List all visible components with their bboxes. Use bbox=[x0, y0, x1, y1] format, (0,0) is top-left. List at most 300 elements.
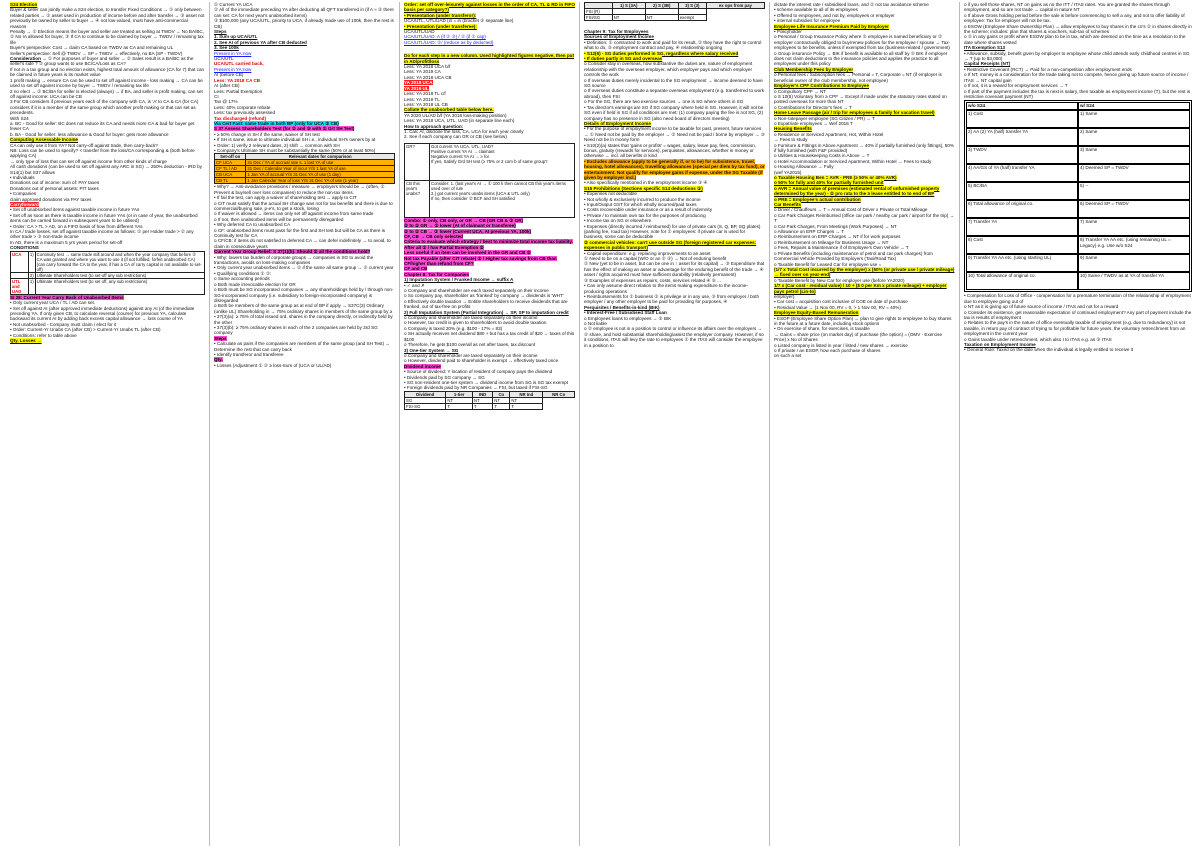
paragraph bbox=[404, 239, 575, 250]
paragraph: • ✓ and ✗ bbox=[404, 282, 425, 288]
paragraph: 3 For CB considers if previous years each of the company with CA, is ‘A’ to CA & CA (for CA) considers if it is a member of the same group which another profit making or that can set as precedents. bbox=[10, 99, 199, 116]
paragraph: • Offered to employees, and not by, employees or employer bbox=[774, 12, 895, 18]
paragraph: o Employees loans to employees → ⑤ BIK bbox=[584, 315, 672, 321]
paragraph: UCA/UTL carried back, bbox=[214, 61, 264, 67]
paragraph: o If part of the payment includes the tax is next is salary, then taxable as employment income (T), but the rest is restrictive covenant payment (NT) bbox=[964, 88, 1191, 99]
text: (1/7 x Total Cost incurred by the employer) x (50% (or private use / private mileage) → fixed over on year-end) bbox=[774, 266, 955, 278]
table-header: Set-off on bbox=[215, 154, 246, 160]
paragraph: • Source of dividend: Y location of resident of company pays the dividend bbox=[404, 369, 553, 375]
grid-cell: 2) Same bbox=[1078, 128, 1190, 146]
grid-cell: 4) Deemed SP = TWDV bbox=[1078, 164, 1190, 182]
column-1 bbox=[6, 2, 210, 846]
paragraph: If not in a tax group and no election exists, highest total amount of allowance (CA for 7) that can be claimed in future years is its market value bbox=[10, 66, 205, 78]
paragraph: • ESOP (Employee Share Option Plan) → plan to give rights to employee to buy shares in the future at a future date, including stock options bbox=[774, 315, 952, 326]
paragraph: a. BC - Good for seller: BC does not reduce its CA and needs more CA & bad for buyer get fewer CA bbox=[10, 120, 195, 132]
paragraph: Buyer & seller can jointly make a S24 election, to transfer Fixed Conditions → ① only between related parties → ② asset used in production of income before and after transfer → ③ asset not previously be owned by seller to buyer → ④ not low-valued, must have anti-commercial reasons bbox=[10, 7, 205, 29]
paragraph: Less: YA 2019 TL bbox=[404, 96, 440, 102]
paragraph: o Both be members of the same group as at end of BP if apply → S37C(3) Ordinary (unlike UL) Shareholding in → 75% ordinary shares in members of the same group by ≥ bbox=[214, 303, 393, 314]
paragraph: • Set off as soon as there is taxable income in future YAs (or in case of year, the unabsorbed items can be carried forward in subsequent years to be utilised) bbox=[10, 212, 198, 224]
section-title: S24 Election bbox=[10, 2, 38, 7]
paragraph: • Capital expenditure: e.g. replacing improvements to an asset bbox=[584, 250, 711, 256]
grid-header: w/o S24 bbox=[966, 102, 1078, 110]
paragraph: Tax @ 17% bbox=[214, 99, 238, 105]
paragraph: Less: 40% corporate rebate bbox=[214, 104, 271, 110]
section-title: Employee Equity-Based Remuneration bbox=[774, 310, 859, 316]
label: Consideration bbox=[10, 56, 41, 62]
paragraph: YA 2020 UL/AD b/f (YA 2018 loss-making position) bbox=[404, 112, 507, 118]
paragraph: Tax discharged (refund) bbox=[214, 115, 266, 121]
paragraph: o Contributions for Director's fees → T bbox=[774, 104, 852, 110]
paragraph: NB: Loss can be used to specify? < transfer from the loss/CA corresponding & (both before applying CA) bbox=[10, 147, 195, 159]
paragraph bbox=[774, 267, 955, 278]
paragraph bbox=[10, 56, 205, 67]
paragraph: • Not unabsorbed - Company must claim / elect for it bbox=[10, 321, 117, 327]
text: • Presentation (under transferee): bbox=[404, 23, 477, 29]
paragraph: ▪ 37(3)(a): ≥ 75% of total issued ord. shares in the company directly, or indirectly held by the other bbox=[214, 314, 393, 325]
paragraph: • Restrictive Covenant (RCT) → Paid for a non-competition after employment ends bbox=[964, 66, 1132, 72]
paragraph: • For the purpose of employment income to be taxable for past, present, future services → ① Need not be paid by the employer → ② Need not be paid / borne by employer → ③ Need not be in money form bbox=[584, 126, 765, 143]
paragraph: o If above Gross holding period before the sale is before commencing to sell a any, and not to offer liability of employee: Tax for employer will not be tax. bbox=[964, 12, 1185, 24]
paragraph: o If private / an ESOP, how each purchase of shares bbox=[774, 348, 881, 353]
paragraph: o Personal fees / Subscription fees → Personal = T, Corporate = NT (if employer is beneficial owner of the club membership, not employee) bbox=[774, 72, 942, 83]
table-cell: GR? bbox=[405, 143, 430, 180]
paragraph: • Policyholder bbox=[774, 29, 802, 35]
grid-cell: 6) Deemed SP = TWDV bbox=[1078, 200, 1190, 218]
table-cell: Ultimate Shareholders test (to set-off any sub restrictions) bbox=[35, 272, 204, 278]
table-row bbox=[405, 403, 575, 409]
paragraph: o ESOW (Employee Share Ownership Plan) → allow employees to buy shares in the co's ② in shares directly in the scheme; includes: plan that shares & vouchers, sub-tax of schemes bbox=[964, 23, 1192, 35]
text: • S12(6) - SG duties performed in SG, regardless where salary received bbox=[584, 50, 739, 56]
paragraph: How to approach question: bbox=[404, 123, 464, 129]
table-row bbox=[11, 278, 205, 294]
paragraph: 2) Full Imputation System (Partial Integration) → SP, SP to imputation credit bbox=[404, 309, 569, 315]
text: YA 2018 UCA bbox=[404, 80, 433, 86]
paragraph: • Definition: ① contracted to work and paid for its result, ② they have the right to control what to do, ③ employment contract and pay, ④ relationship ongoing bbox=[584, 39, 762, 51]
paragraph: • Set off against AI (after approved immediate deductions) against any AI (of the immediate preceding YA. If only given CB, to calculate reversal (course) for previous YA, calculate backward its current AI by adding back excess capital allowance → loss course of YA bbox=[10, 305, 195, 322]
paragraph: • Allowance, subsidy, benefit given by employer to employee whose child attends early childhood centres in SG → T (up to $3,000) bbox=[964, 50, 1190, 62]
paragraph: • Individuals bbox=[10, 175, 35, 180]
table-cell: Got current YA UCA, UTL, UAD? Positive current YA AI → claimant Negative current YA AI → ≥ for If yes, Satisfy Grd SH test (≥ 75% or 2 com b of same group? bbox=[430, 143, 575, 180]
grid-cell: 3) TWDV bbox=[966, 146, 1078, 164]
paragraph: o Relates to the pay's in the nature of office eventually taxable of employment (e.g. due to redundancy) is not taxable, in return pay of contract of trying to for profitable for future years, the voluntary retrenchment from an employment in the current year bbox=[964, 320, 1186, 337]
text: CF and CB bbox=[404, 266, 428, 272]
text: CF, CB → CB only selected bbox=[404, 233, 463, 239]
paragraph: o Company is taxed 20% (e.g. $100 - 17% = 83) bbox=[404, 325, 503, 331]
paragraph: Less: YA 2018 UCA, UTL, UAD (in separate line each) bbox=[404, 118, 515, 124]
paragraph: UCA/UTL/UAD bbox=[404, 29, 435, 35]
text: → ① For purposes of buyer and seller → ② Sales result is a BA/BC as the seller's side ? ② group wants to use BC/CA/Loss as CA? bbox=[10, 56, 194, 67]
paragraph: • Dividends paid by SG company → SG bbox=[404, 374, 485, 380]
section-title: SI 28: Current Year Carry Back of Unabsorbed Items bbox=[10, 294, 124, 300]
paragraph: Less: YA 2019 CA bbox=[404, 69, 441, 75]
section-title: Qty. Losses → bbox=[10, 337, 42, 343]
paragraph bbox=[774, 186, 955, 197]
grid-cell: 3) Same bbox=[1078, 146, 1190, 164]
section-title: Do for each step in a new column. Used highlighted figures negative, then put in AD/profit/loss bbox=[404, 53, 574, 64]
paragraph: o Both made irrevocable election for GR bbox=[214, 281, 296, 287]
section-title: Taxation on Employment Income bbox=[964, 341, 1036, 347]
paragraph: 1 profit making → ensure CA can be used to set off against income - loss making → CA can be used to set off against income by buyer → TWDV / remaining tax life bbox=[10, 77, 203, 89]
section-title: Chapter 8: Tax for Companies bbox=[404, 271, 470, 277]
paragraph: → Fees to study bbox=[774, 137, 808, 143]
paragraph: o Effectively double taxation → Entitle shareholders to receive dividends that are franked, out of tax-free on profits bbox=[404, 298, 568, 310]
paragraph: • Why? → Anti-avoidance provisions / measure → employers should be → (often, ② Prevent & buy/sell over loss companies) to reduce the non-tax items. bbox=[214, 184, 385, 195]
paragraph: o Therefore, he gets $100 overall as net after taxes, tax discount bbox=[404, 342, 536, 348]
s24-comparison-box bbox=[964, 100, 1192, 292]
grid-cell: 8) Cost bbox=[966, 236, 1078, 254]
table-cell: 1 Jan Calendar Year of loss Y/S 31 Dec YA of use (1 year) bbox=[246, 178, 395, 184]
paragraph: o ② employee is not in a position to control or influence its affairs over the employers → ② share, and hold substantial shareholding/assist the employer company. However, if so it conditions, ITAS will levy the rate to employees ① the ITAS will consider the employee in a position to bbox=[584, 326, 764, 348]
paragraph: o CIT must satisfy that the actual SH change was not for tax benefits and there is due to commercial/buying sale, p-e's, to get a stock, losing bbox=[214, 200, 393, 211]
paragraph: o Driver / Chauffeurs → T = Annual Cost of Driver x Private or Total Mileage bbox=[774, 207, 928, 213]
conditions-table bbox=[10, 251, 205, 295]
table-cell: NT bbox=[510, 397, 543, 403]
paragraph: Donations out of personal assets: PIT taxes bbox=[10, 185, 99, 191]
table-cell: exempt bbox=[678, 15, 706, 21]
paragraph: 2 no elect → ② BC/BA for seller is elected (always) → if BA, and seller is profit making, can set off against income: UCA can be CB bbox=[10, 88, 203, 99]
paragraph: • Income tax on SG or elsewhere bbox=[584, 218, 652, 224]
section-title: Car Benefits bbox=[774, 202, 802, 208]
paragraph: o SH actually receives net dividend $80 + but has a tax credit of $20 → taxes of this $100 bbox=[404, 331, 575, 342]
paragraph: Less: YA 2018 UCA b/f bbox=[404, 64, 451, 70]
section-title: S15 Prohibitions (Sections specific S14 deductions ②) bbox=[584, 185, 703, 191]
paragraph: • If fail the test, can apply a waiver of shareholding test → apply to CIT bbox=[214, 195, 357, 201]
table-cell: CB UCA bbox=[215, 172, 246, 178]
grid-cell: 4) AA/GS of YA (half) transfer YA bbox=[966, 164, 1078, 182]
paragraph: o Expatriate employees → Wef 2018 T bbox=[774, 120, 853, 126]
paragraph: • Losses (Adjustment ① ② ≥ loss-Sum of (UCA or UL/AD) bbox=[214, 362, 332, 368]
paragraph: • Order: CA > TL > AD, on a FIFO basis of how from different YAs bbox=[10, 223, 143, 229]
paragraph: ▪ Car cost = acquisition cost inclusive of COE on date of purchase bbox=[774, 299, 908, 305]
paragraph: o if you sell those shares, NT on gains as no the ITT / ITAS rates. You are granted the shares through employment, and so are not trade → capital in nature NT bbox=[964, 2, 1170, 13]
table-cell: NT bbox=[446, 397, 472, 403]
table-row bbox=[585, 15, 765, 21]
paragraph: • ≥ 50% change in SH if the same, waiver of SH test bbox=[214, 131, 320, 137]
table-cell: 31 Dec / YA of accrual rate s. 1 last YA of use bbox=[246, 160, 395, 166]
grid-cell: 6) Total allowance of original co. bbox=[966, 200, 1078, 218]
section-title: Sources of Employment Income bbox=[584, 34, 654, 40]
paragraph: o Car Park Charges, From Meetings (Work Purposes) → NT bbox=[774, 223, 897, 229]
paragraph: • General Rule: Taxed on the date when the individual is legally entitled to receive it bbox=[964, 347, 1134, 353]
table-cell: Continuity test → same trade still around and when the year company that before ② CA was granted and where you want to use it (if not fulfilled, forfeit unabsorbed CA) (can carry forward the CA to the year, if has a CA of carry capital is not available to set-off) bbox=[35, 251, 204, 272]
text: • If duties partly in SG and overseas bbox=[584, 56, 663, 62]
paragraph: CI bbox=[214, 93, 219, 99]
relevant-dates-table bbox=[214, 153, 395, 184]
table-header: Co bbox=[493, 391, 510, 397]
paragraph: 1) Imputation System / Franked Income → suffix A bbox=[404, 277, 514, 283]
paragraph: (wef YA2015) bbox=[774, 169, 802, 175]
table-cell: CF TL / AD bbox=[215, 166, 246, 172]
paragraph: o If overseas duties constitute a separate overseas employment (e.g. transferred to work abroad), then FSI bbox=[584, 88, 765, 99]
paragraph: o Group insurance Policy → BIK if benefit is available to all staff by ② BIK if employer does not claim deductions to the insurance policies and applies the practice to all employees under this policy bbox=[774, 50, 948, 67]
text: Criteria to evaluate which strategy / best to minimize total income tax liability. After all ② / has Partial Exemption ② bbox=[404, 239, 573, 250]
table-row bbox=[11, 251, 205, 272]
table-cell: CB TL bbox=[215, 178, 246, 184]
table-cell: NT bbox=[612, 15, 645, 21]
table-cell: NT bbox=[645, 15, 678, 21]
section-title: Employer's CPF Contributions to Employee bbox=[774, 83, 870, 89]
paragraph: Less: YA 2018 UCA CB bbox=[404, 74, 452, 80]
paragraph bbox=[404, 2, 575, 13]
paragraph: o Company and shareholder are taxed separately on their income bbox=[404, 315, 538, 321]
text: ② to ② CB → ② lower (Current UCA, AI previous YA, 100k) bbox=[404, 228, 532, 234]
table-header: IND bbox=[472, 391, 492, 397]
paragraph: • Order: Current-Yr Unabs CA (after CB) > Current-Yr Unabs TL (after CB) bbox=[10, 327, 161, 333]
paragraph: 2. See AI of previous YA after CB deducted bbox=[214, 39, 307, 45]
paragraph: Less: tax previously assessed bbox=[214, 110, 276, 116]
paragraph bbox=[584, 240, 765, 251]
table-cell: NT bbox=[493, 397, 510, 403]
section-title: Chapter 9: Tax for Employees bbox=[584, 29, 649, 34]
table-cell: 1 Jan YA of accrual Y/S 31 Dec YA of use (1 day) bbox=[246, 172, 395, 178]
grid-cell: 1) Same bbox=[1078, 110, 1190, 128]
paragraph: • Qualifying conditions ① ②: bbox=[214, 270, 272, 276]
paragraph: 3) One-tier System → SG bbox=[404, 347, 459, 353]
grid-cell: 9) Same bbox=[1078, 254, 1190, 272]
paragraph: All cash donations (can be used to set off against any ARC in SG) → 250% deduction - IRD by S14(1) but S37 allows bbox=[10, 164, 202, 175]
fsi-table bbox=[584, 2, 765, 21]
paragraph: o Private Benefits (including maintenance of petrol and car park charges) from Commercial Vehicle Provided by Employers (Taxi/Road Tax) bbox=[774, 250, 933, 262]
paragraph: o So company pay, shareholder as 'franked' by company → dividends is 'WHT' bbox=[404, 293, 564, 299]
table-cell: 2) bbox=[29, 272, 34, 278]
section-title: Collate the unabsorbed table below here. bbox=[404, 107, 494, 113]
paragraph: • If SH is same, issue to ultimate individual SH i.e., individual SH's owners by at bbox=[214, 137, 376, 143]
paragraph: • Also specifically mentioned in the employment income ③ ④ bbox=[584, 180, 708, 186]
section-title: Current Year Group Relief: S 37(1)(b). Should ② all the conditions hold? bbox=[214, 249, 371, 255]
paragraph: o ② in any gains or profit where ESOW plan to be in tax, which are deemed on the time as a resolution to the date where shares vested bbox=[964, 34, 1186, 45]
paragraph: 3. See 100k bbox=[214, 45, 239, 51]
paragraph: UCA/UTL bbox=[214, 56, 234, 62]
table-header: 1) S (3A) bbox=[612, 3, 645, 9]
table-header: 2) S (3B) bbox=[645, 3, 678, 9]
paragraph: • Only current year UCA / TL / AD can set. bbox=[10, 300, 96, 306]
paragraph: • Compensation for Loss of Office - compensation for a premature termination of the relationship of employment due to employee going out of bbox=[964, 293, 1191, 304]
paragraph: • Company's Ultimate SH must be substantially the same (50% or at least 50%) bbox=[214, 147, 376, 153]
grid-cell: 7) Same bbox=[1078, 218, 1190, 236]
paragraph: o Non-ratepayer employee (SG Citizen / PR) → T bbox=[774, 115, 875, 121]
paragraph: o Not liable bbox=[584, 320, 607, 326]
paragraph: ② New (yet to be in asset, but can be one in ↑ asset for its capital) → ③ Expenditure that has the effect of making an asset or advantage for the enduring benefit of the trade → ④ asset / rights acquired must have sufficient durability (relatively permanent) bbox=[584, 261, 765, 278]
section-title: Housing Benefits bbox=[774, 126, 812, 132]
paragraph: dictate the interest rate / subsidised loans, and ② not tax avoidance scheme bbox=[774, 2, 929, 7]
paragraph: o Residence or Serviced Apartment, Hot, Within Hotel bbox=[774, 131, 884, 137]
paragraph: o If not, it is a reward for employment services → T bbox=[964, 83, 1068, 89]
paragraph: AI (after CB) bbox=[214, 83, 240, 89]
paragraph: • Private / to maintain own tax for the purposes of producing bbox=[584, 212, 706, 218]
paragraph: Seller's perspective: Sell @ TWDV → SP = TWDV → effectively, no BA (SP - TWDV) bbox=[10, 50, 183, 56]
text: • Presentation (under transferor): bbox=[404, 12, 477, 18]
paragraph: o Utilities & Housekeeping Costs in Above → T bbox=[774, 153, 870, 159]
table-header: NR Co bbox=[543, 391, 575, 397]
paragraph: ③ Examples of expenses as repairs, costs, services related ④ ⑤ ... bbox=[584, 277, 721, 283]
table-cell: 1) bbox=[28, 278, 35, 294]
table-cell: UCA bbox=[11, 251, 29, 272]
paragraph: • Input/Output GST for which wholly incurred/paid taxes bbox=[584, 202, 697, 207]
paragraph: • Why: lowers tax burden of corporate groups → companies in SG to avoid the transactions, avoids on loss-making companies bbox=[214, 254, 374, 266]
paragraph: employer) bbox=[774, 293, 795, 299]
subheading: Steps bbox=[214, 29, 227, 35]
paragraph: UCA/UTL, UTL/UAD (in = in (bracket ② separate line) bbox=[404, 18, 514, 24]
paragraph: o Car Park Charges Reimbursed (office car park / nearby car park / airport for the trip) → T bbox=[774, 212, 955, 224]
paragraph: • Identify transferor and transferee bbox=[214, 351, 284, 357]
table-cell: Consider: 1. (last year's AI → ① 100 k then cannot CB this year's items used over of rule 2.) got current year's unabs items (UCA & UTL only) If no, then consider ② BCF and SH satisfied bbox=[430, 180, 575, 217]
paragraph: • Companies bbox=[10, 191, 37, 197]
paragraph: ③ $100,000 (any UCA/UTL, priority to UCA, if already made use of 100k, then the rest is CB) bbox=[214, 18, 394, 29]
text: o AVR = Annual value of premises (estimated rental of unfurnished property determined by the year) - ② pro rata to the ≥ lease entitled to to end of BP bbox=[774, 185, 940, 197]
paragraph: Present in YA:now bbox=[214, 50, 252, 56]
table-cell: UTL and UAD bbox=[11, 278, 29, 294]
text: Not tax Payable (after CIT rebate) ② / Higher tax savings from CB than CF/higher than refund from CF? bbox=[404, 255, 557, 266]
column-4 bbox=[580, 2, 770, 846]
paragraph: o Reimbursement on ERP Charges → NT if for work purposes bbox=[774, 234, 901, 240]
section-title: Carryforward bbox=[10, 202, 39, 208]
paragraph: ① Need to be on a capital (W/O or an ② ③) → Not of enduring benefit bbox=[584, 256, 727, 262]
table-row bbox=[215, 178, 395, 184]
grid-cell: 10) Same / TWDV as at YA of transfer YA bbox=[1078, 272, 1190, 290]
table-header: Dividend bbox=[405, 391, 446, 397]
table-header: NR Ind bbox=[510, 391, 543, 397]
grid-cell: 2) AA (2) YA (half) transfer YA bbox=[966, 128, 1078, 146]
paragraph: • Interest-Free / Subsidised Staff Loan bbox=[584, 310, 667, 316]
table-header: ex ops from pay bbox=[706, 3, 764, 9]
paragraph: Penalty → ① Election means the buyer and seller are treated as selling at TWDV → No BA/BC, ② No IA allowed for buyer, ③ If CA to continue to be claimed by buyer → TWDV / remaining tax life bbox=[10, 29, 204, 45]
paragraph: • Costs recoverable under insurance or as a result of indemnity bbox=[584, 207, 712, 213]
paragraph: o Company and shareholder are each taxed separately on their income bbox=[404, 288, 549, 294]
table-cell: NT bbox=[472, 397, 492, 403]
table-cell: T bbox=[472, 403, 492, 409]
table-header: 1-tier bbox=[446, 391, 472, 397]
paragraph: • Expenses (directly incurred / reimbursed) for use of private cars (S, Q, BP, SQ plates) (parking fee, road tax) However, note for ② employees: if private car is used for business, some can be deductible bbox=[584, 223, 761, 240]
paragraph: • Expenses not deductible bbox=[584, 191, 637, 197]
paragraph: o Taxable Benefit for Leased Car for employee use = bbox=[774, 261, 882, 267]
paragraph: o Fees, Repairs & Maintenance if of Employee's Own Vehicle → T bbox=[774, 245, 909, 251]
paragraph: • S10(2)(a) states that 'gains or profits' = wages, salary, leave pay, fees, commission, bonus, gratuity (rewards for services), perquisites, allowances, whether in money or otherwise → incl. all benefits in kind bbox=[584, 142, 757, 159]
section-title: Capital Receipts (NT) bbox=[964, 61, 1011, 67]
paragraph: o Housing Allowance → Fully bbox=[774, 164, 834, 170]
dividend-table bbox=[404, 391, 575, 410]
text: ② commercial vehicles: can't use outside SG (foreign registered car expenses: expenses in public transport) bbox=[584, 239, 757, 251]
paragraph: o If waiver is allowed → items can only set off against income from same trade bbox=[214, 211, 374, 217]
text: YA 2019 UL bbox=[404, 85, 429, 91]
table-cell: 1) bbox=[28, 251, 35, 272]
paragraph: • Why deferred CA to unabsorbed CA bbox=[214, 222, 291, 228]
paragraph: o For the SG, there are two exercise sources → one is SG where others in SG bbox=[584, 99, 744, 105]
paragraph: o Allowance on ERP Charges → T bbox=[774, 229, 845, 235]
section-title: Via Cert Fast: same trade in both BP (only for UCA ② CB) bbox=[214, 120, 339, 126]
paragraph: o Consider its existence, get reasonable expectation of continued employment? Any part of payment include the tax is results of employment bbox=[964, 309, 1192, 320]
section-title: Perquisites / Benefits-in-kind (BIK) bbox=[584, 304, 660, 310]
table-cell: 31 Dec / Calendar Year of incur Y/S 1 last YA of use bbox=[246, 166, 395, 172]
paragraph: o Consider stay in overseas, how substantive the duties are, nature of employment relationship with the overseas employer, which employer pays and which employer controls the work bbox=[584, 61, 753, 78]
text: o 50% for fully and 40% for partially furnished unit bbox=[774, 180, 884, 186]
grid-cell: 9) Transfer YA AA etc. (using starting UL) bbox=[966, 254, 1078, 272]
table-cell: T bbox=[493, 403, 510, 409]
paragraph: UCA/UTL/UAD: ②/ (reduce as by deducted) bbox=[404, 39, 494, 45]
grid-cell: 1) Cost bbox=[966, 110, 1078, 128]
text: Less useful if an item can be involved in the GR and CB ② bbox=[404, 250, 531, 256]
paragraph: Less: YA 2018 CA CB bbox=[214, 77, 261, 83]
paragraph: Donations out of income: sum of: PAY taxes bbox=[10, 180, 100, 186]
table-cell: T bbox=[510, 403, 543, 409]
text: o Taxable Housing Ben = AVR - PRE (≥ 50% or 40% AVR) bbox=[774, 175, 897, 180]
paragraph: o Furniture & Fittings in Above Apartment → 40% if partially furnished (only fittings), 50% if fully furnished (with F&F provided) bbox=[774, 142, 955, 153]
paragraph: • Conditions: refer to table above bbox=[10, 332, 77, 338]
text: o PRE = Employee's actual contribution bbox=[774, 196, 861, 202]
paragraph: ▪ 37(3)(b): ≥ 75% ordinary shares in each of the 2 companies are held by 3rd SG company bbox=[214, 324, 378, 336]
paragraph: o S 10(5) Voluntary from ≥ CPF → Except if made under the statutory rates stated on posted overseas for more than NT bbox=[774, 93, 947, 105]
paragraph: o However, dividend paid to shareholder is exempt → effectively taxed once bbox=[404, 358, 559, 364]
section-title: Details of Employment Income bbox=[584, 120, 651, 126]
paragraph bbox=[774, 283, 955, 294]
paragraph: Buyer's perspective: Cost → claim CA based on TWDV as CA and remaining UL bbox=[10, 45, 174, 51]
paragraph: AI (before CB) bbox=[214, 72, 244, 78]
approach-table bbox=[404, 143, 575, 218]
table-cell: SG bbox=[405, 397, 446, 403]
text: ② to ② GR → ② lower (AI of claimant or transferee) bbox=[404, 223, 516, 229]
paragraph: • Foreign dividends paid by NR Companies → FSI, but taxed if FSI-SG bbox=[404, 385, 548, 391]
paragraph: • Set off unabsorbed items against taxable income in future YAs bbox=[10, 207, 140, 213]
column-3 bbox=[400, 2, 580, 846]
table-cell: CB this year's unabs? bbox=[405, 180, 430, 217]
paragraph: → Gains = share price (on market day) of purchase (the option) = (OMV - Exercise Price) x No of Shares bbox=[774, 331, 942, 343]
paragraph: With S24 bbox=[10, 115, 29, 121]
paragraph: • Tax director's earnings are SG if SG company where held in SG. However, it will not be SG even if held in SG if all conditions are met: (1) company paying the fee is not SG, (2) company has no presence in SG (also need board of directors meeting) bbox=[584, 104, 764, 121]
section-title: Employee Life Insurance Premium Paid by Employer bbox=[774, 23, 889, 29]
subheading: Steps bbox=[214, 335, 227, 341]
paragraph: • internal subsidies for employee bbox=[774, 18, 841, 24]
subheading: CONDITIONS bbox=[10, 245, 39, 251]
table-header: Relevant dates for comparison bbox=[246, 154, 395, 160]
paragraph: o If overseas duties merely incidental to the SG employment → income deemed to have SG source bbox=[584, 77, 763, 89]
table-cell: FSI/SG bbox=[585, 15, 613, 21]
paragraph: on such a set bbox=[774, 353, 802, 359]
section-title: Combo: ① only, CB only, or GR → CB (GR CB & ② GR) bbox=[404, 217, 524, 223]
paragraph: o However, tax credit is given to shareholders to avoid double taxation bbox=[404, 320, 547, 326]
section-title: Home Leave Passage (air / trip for employees & family for vacation travel) bbox=[774, 110, 935, 116]
paragraph: ① Current YA UCA bbox=[214, 2, 253, 7]
paragraph: o Personal / Group Insurance Policy where ② employee is named beneficiary or ② employer contractually obliged to buy/renew policies for the employee / spouse → Tax-employees to be benefits, unless if exempted from tax (business-related / government) bbox=[774, 34, 951, 51]
table-cell: FSI-SG bbox=[405, 403, 446, 409]
paragraph: 1. Calc AI, disclose the loss, CA, UCA for each year clearly bbox=[404, 128, 524, 134]
paragraph: CA can only use it from YA? Not carry-off against trade, then carry-back? bbox=[10, 142, 158, 148]
section-title: Club Membership Fees by Employer bbox=[774, 66, 854, 72]
table-cell: CF UCA bbox=[215, 160, 246, 166]
section-title: Dividend income bbox=[404, 363, 441, 369]
paragraph: ▪ Residual Value → (1 Nov 00, RV = 0, > 1 Nov 00, RV = 40%) bbox=[774, 304, 901, 310]
grid-cell: 8) Transfer YA AA etc. (using remaining UL = Legacy) e.g. Use w/o S24 bbox=[1078, 236, 1190, 254]
paragraph: o Company and shareholder are taxed separately on their income bbox=[404, 352, 538, 358]
grid-cell: 7) Transfer YA bbox=[966, 218, 1078, 236]
paragraph bbox=[584, 159, 765, 181]
paragraph: o Taxable Benefit by New Car for employer use (before YA2020) bbox=[774, 277, 905, 283]
grid-cell: 10) Total allowance of original co. bbox=[966, 272, 1078, 290]
grid-header: w/ S24 bbox=[1078, 102, 1190, 110]
column-2 bbox=[210, 2, 400, 846]
section-title: Computing Assessable Income bbox=[10, 137, 78, 143]
paragraph: • Only current year unabsorbed items → ② if the same all same group → ② current year bbox=[214, 265, 394, 271]
section-title: S 37 Assess Shareholders Test (for ② and ③ with ② Grt SH Test) bbox=[214, 126, 355, 132]
paragraph: o Reimbursement on Mileage for Business Usage → NT bbox=[774, 239, 889, 245]
paragraph: Present in YA:now bbox=[214, 66, 252, 72]
paragraph: claim approved donations via PAY taxes bbox=[10, 196, 92, 202]
paragraph: UCA/UTL/UAD: A (if ② ③) / ② (if ② cap) bbox=[404, 34, 486, 40]
grid-cell: 5) -- bbox=[1078, 182, 1190, 200]
paragraph: o CF: unabsorbed items must pass for the first and SH test but will be CA as there is Continuity test for CA bbox=[214, 227, 386, 239]
paragraph: • Calculate as pairs if the companies are members of the same group (and SH Test) → Determine the rest that can carry back bbox=[214, 341, 390, 352]
paragraph: Less: YA 2018 UL CB bbox=[404, 101, 448, 107]
paragraph: o Same accounting periods bbox=[214, 276, 270, 282]
paragraph: • Order: 1) verify 2 relevant dates, 2) shift → common with SH bbox=[214, 142, 340, 148]
